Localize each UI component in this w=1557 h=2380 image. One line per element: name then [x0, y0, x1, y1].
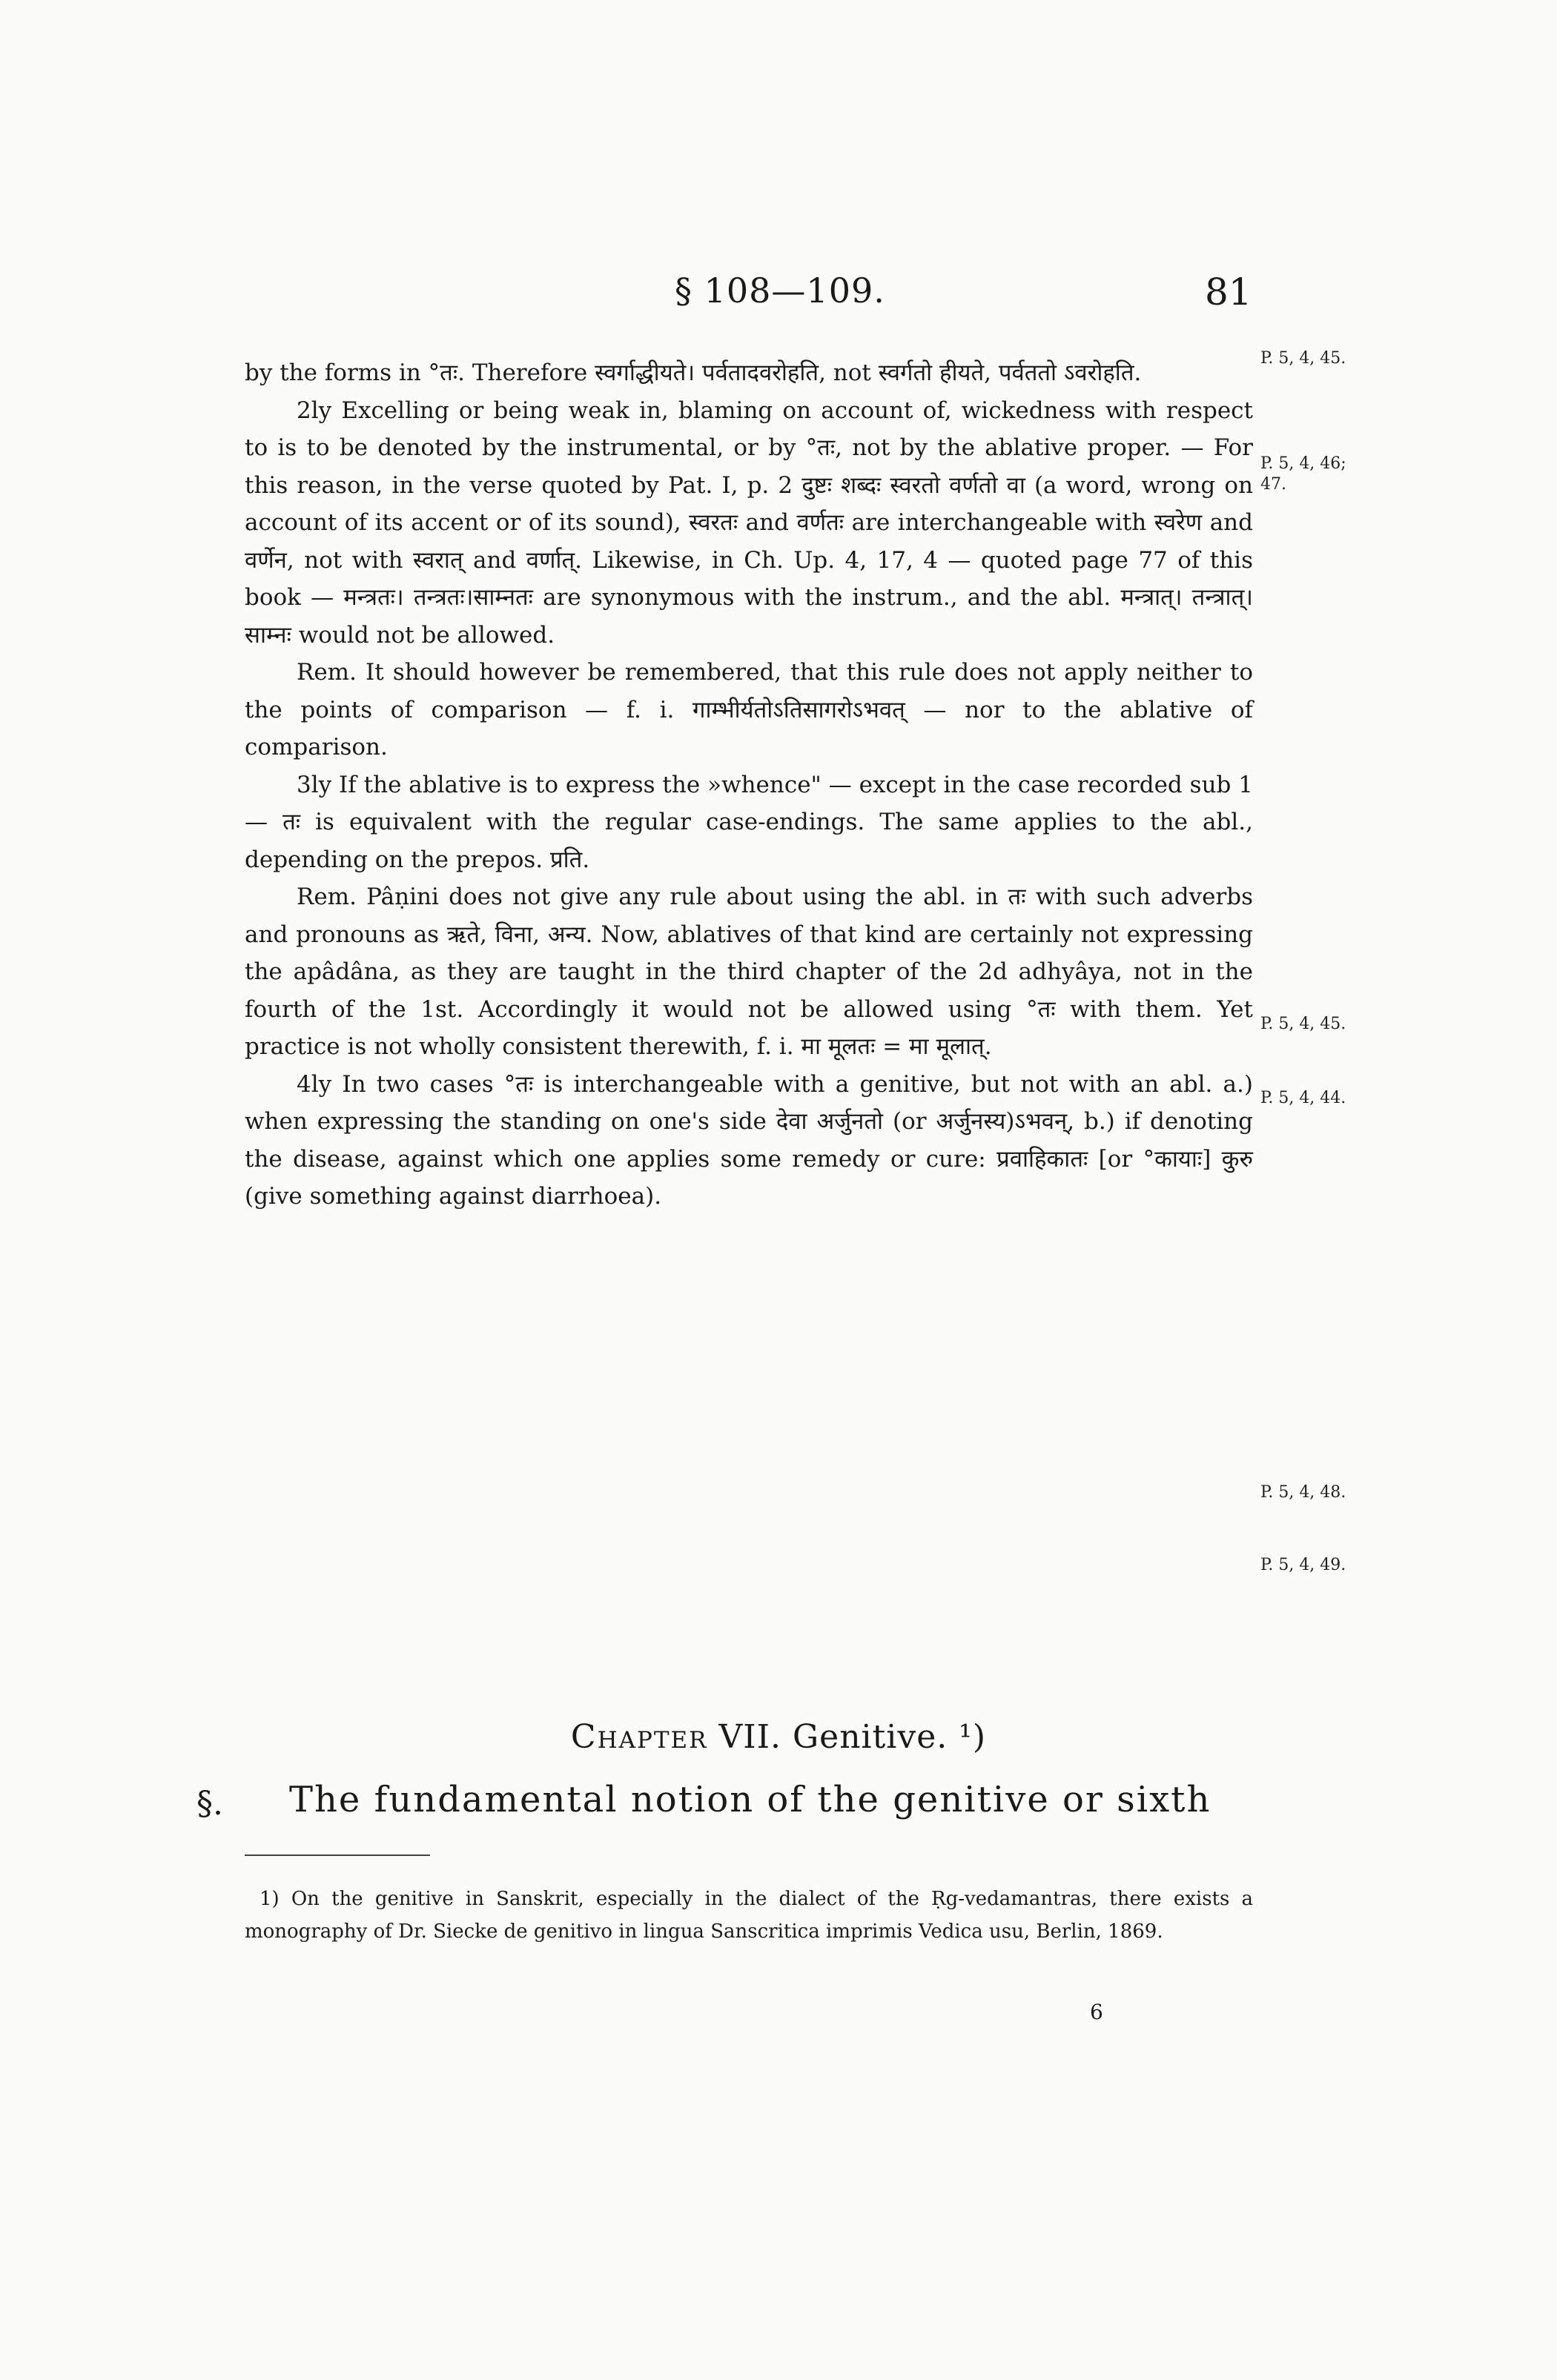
paragraph-2ly: 2ly Excelling or being weak in, blaming on account of, wickedness with respect to is to be denoted by the instrumental, or by °तः, not by the ablative proper. — For this reason, in the verse quoted by Pat. I, p. 2 दुष्टः शब्दः स्वरतो वर्णतो वा (a word, wrong on account of its accent or of its sound), स्वरतः and वर्णतः are interchangeable with स्वरेण and वर्णेन, not with स्वरात् and वर्णात्. Likewise, in Ch. Up. 4, 17, 4 — quoted page 77 of this book — मन्त्रतः। तन्त्रतः।साम्नतः are synonymous with the instrum., and the abl. मन्त्रात्। तन्त्रात्। साम्नः would not be allowed.: [245, 397, 1253, 649]
paragraph-3ly: 3ly If the ablative is to express the »whence" — except in the case recorded sub 1 — तः is equivalent with the regular case-endings. The same applies to the abl., depending on the prepos. प्रति.: [245, 771, 1253, 873]
margin-note: P. 5, 4, 45.: [1260, 1015, 1346, 1033]
paragraph-rem-2: Rem. Pâṇini does not give any rule about using the abl. in तः with such adverbs and pronouns as ऋते, विना, अन्य. Now, ablatives of that kind are certainly not expressing the apâdâna, as they are taught in the third chapter of the 2d adhyâya, not in the fourth of the 1st. Accordingly it would not be allowed using °तः with them. Yet practice is not wholly consistent therewith, f. i. मा मूलतः = मा मूलात्.: [245, 884, 1253, 1060]
paragraph-4ly: 4ly In two cases °तः is interchangeable with a genitive, but not with an abl. a.) when expressing the standing on one's side देवा अर्जुनतो (or अर्जुनस्य)ऽभवन्, b.) if denoting the disease, against which one applies some remedy or cure: प्रवाहिकातः [or °कायाः] कुरु (give something against diarrhoea).: [245, 1070, 1253, 1210]
margin-note: P. 5, 4, 48.: [1260, 1483, 1346, 1502]
footnote: [245, 1883, 1253, 1948]
margin-note: P. 5, 4, 44.: [1260, 1089, 1346, 1107]
chapter-heading: [0, 1718, 1557, 1756]
section-number: § 108—109.: [675, 271, 885, 311]
footnote-divider: [245, 1854, 430, 1856]
signature-mark: 6: [1090, 2000, 1103, 2024]
section-mark: §.: [196, 1785, 223, 1823]
page-header: [0, 271, 1557, 337]
margin-note: P. 5, 4, 46; 47.: [1260, 454, 1346, 494]
margin-note: P. 5, 4, 45.: [1260, 349, 1346, 368]
paragraph-continuation: by the forms in °तः. Therefore स्वर्गाद्धीयते। पर्वतादवरोहति, not स्वर्गतो हीयते, पर्वततो ऽवरोहति.: [245, 359, 1142, 386]
body-text: [245, 354, 1253, 1216]
section-opening-line: The fundamental notion of the genitive or sixth: [289, 1779, 1211, 1820]
paragraph-rem-1: Rem. It should however be remembered, that this rule does not apply neither to the points of comparison — f. i. गाम्भीर्यतोऽतिसागरोऽभवत् — nor to the ablative of comparison.: [245, 659, 1253, 760]
chapter-label: Chapter: [570, 1718, 708, 1756]
footnote-text: 1) On the genitive in Sanskrit, especially in the dialect of the Ṛg-vedamantras, there exists a monography of Dr. Siecke de genitivo in lingua Sanscritica imprimis Vedica usu, Berlin, 1869.: [245, 1888, 1253, 1943]
page-number: 81: [1205, 271, 1252, 314]
chapter-title: VII. Genitive. ¹): [718, 1718, 987, 1756]
margin-note: P. 5, 4, 49.: [1260, 1556, 1346, 1574]
